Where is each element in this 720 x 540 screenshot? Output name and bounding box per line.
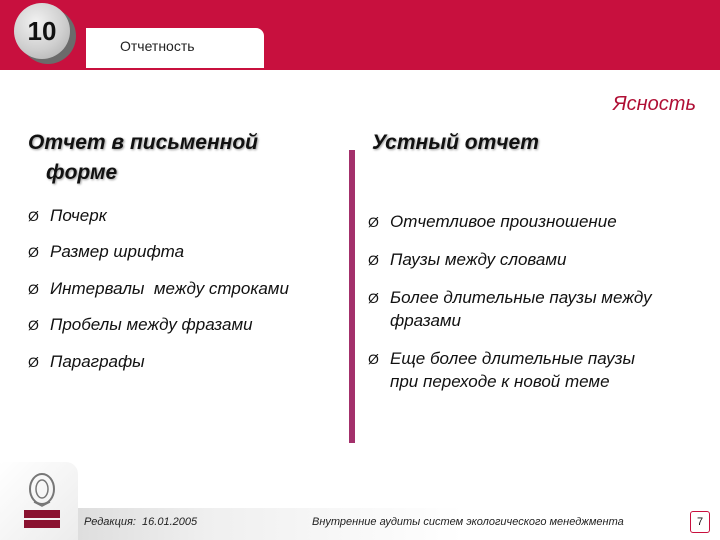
left-heading-line1: Отчет в письменной [28, 131, 258, 154]
section-tab [86, 28, 264, 68]
right-bullet-text: Паузы между словами [390, 250, 567, 269]
right-bullet-text: Более длительные паузы между фразами [390, 288, 652, 330]
right-bullet-item [368, 286, 652, 332]
bullet-arrow-icon: Ø [368, 214, 379, 230]
bullet-arrow-icon: Ø [368, 252, 379, 268]
left-bullet-item [28, 350, 145, 374]
right-bullet-text: Еще более длительные паузы при переходе к новой теме [390, 349, 636, 391]
left-bullet-text: Пробелы между фразами [50, 315, 253, 334]
bullet-arrow-icon: Ø [368, 351, 379, 367]
left-bullet-text: Почерк [50, 206, 107, 225]
slide-number: 10 [27, 15, 57, 46]
right-bullet-text: Отчетливое произношение [390, 212, 617, 231]
right-bullet-item [368, 347, 635, 393]
left-bullet-item [28, 277, 289, 301]
bullet-arrow-icon: Ø [28, 354, 39, 370]
right-column-heading: Устный отчет [372, 131, 539, 154]
right-bullet-item [368, 210, 617, 234]
page-number: 7 [690, 511, 710, 533]
left-bullet-item [28, 313, 253, 337]
left-bullet-text: Интервалы между строками [50, 279, 289, 298]
slide-subtitle: Ясность [613, 93, 696, 115]
bureau-veritas-logo [22, 472, 62, 535]
left-bullet-item [28, 240, 184, 264]
bullet-arrow-icon: Ø [28, 208, 39, 224]
section-title: Отчетность [120, 38, 195, 54]
left-column-heading [28, 128, 328, 188]
bullet-arrow-icon: Ø [28, 281, 39, 297]
bullet-arrow-icon: Ø [28, 317, 39, 333]
bullet-arrow-icon: Ø [28, 244, 39, 260]
left-heading-line2: форме [46, 161, 118, 184]
right-bullet-item [368, 248, 567, 272]
slide-number-badge [14, 3, 70, 59]
left-bullet-text: Параграфы [50, 352, 145, 371]
column-divider [349, 150, 355, 443]
left-bullet-text: Размер шрифта [50, 242, 185, 261]
footer-edition: Редакция: 16.01.2005 [84, 516, 198, 528]
bullet-arrow-icon: Ø [368, 290, 379, 306]
left-bullet-item [28, 204, 107, 228]
footer-course-title: Внутренние аудиты систем экологического менеджмента [312, 516, 624, 528]
